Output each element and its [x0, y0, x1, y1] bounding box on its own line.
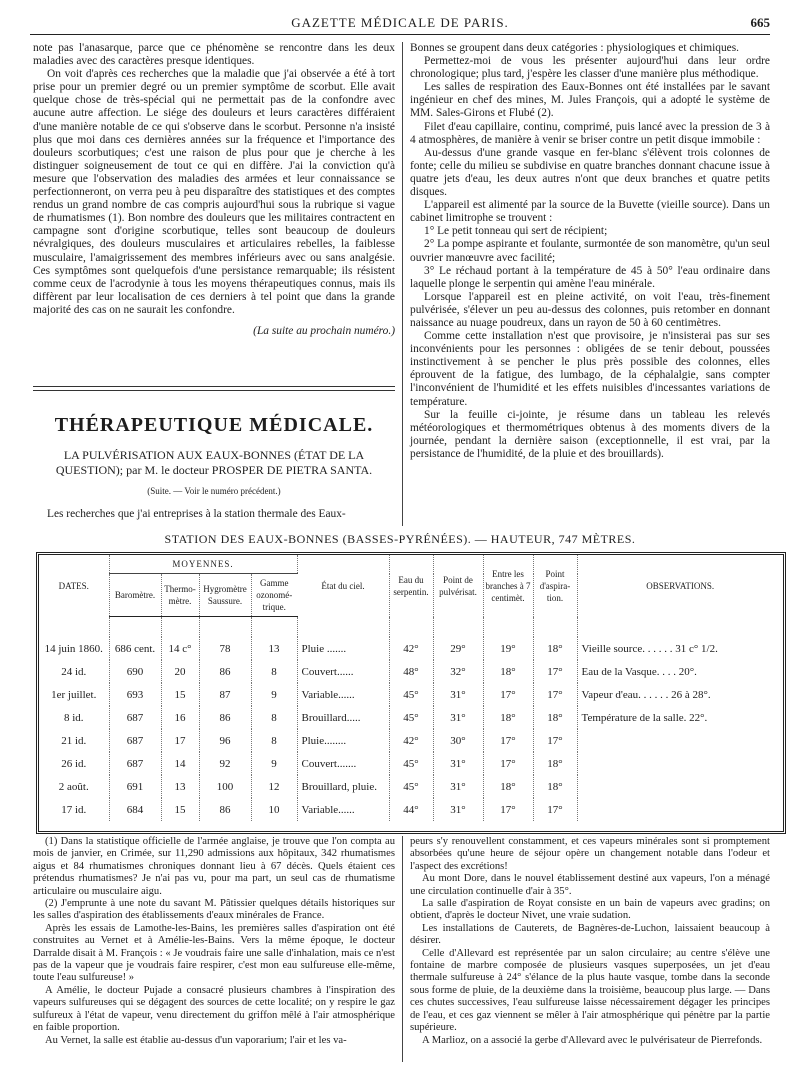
- cell-date: 2 août.: [39, 775, 109, 798]
- table-row: [39, 775, 783, 798]
- cell-entre: 19°: [483, 637, 533, 660]
- cell-observation: Vieille source. . . . . . 31 c° 1/2.: [581, 642, 718, 655]
- cell-hygrometre: 87: [199, 683, 251, 706]
- cell-gamme: 8: [251, 660, 297, 683]
- cell-aspiration: 17°: [533, 660, 577, 683]
- cell-gamme: 10: [251, 798, 297, 821]
- paragraph: Les salles de respiration des Eaux-Bonnes ont été installées par le savant ingénieur en chef des mines, M. Jules François, qui a adopté le système de MM. Sales-Girons et Flubé (2).: [410, 81, 770, 120]
- paragraph: 3° Le réchaud portant à la température de 45 à 50° l'eau ordinaire dans laquelle plonge le serpentin qui amène l'eau minérale.: [410, 264, 770, 290]
- journal-title: GAZETTE MÉDICALE DE PARIS.: [291, 15, 509, 30]
- cell-eau: 44°: [389, 798, 433, 821]
- cell-hygrometre: 96: [199, 729, 251, 752]
- cell-point: 30°: [433, 729, 483, 752]
- table-row: [39, 706, 783, 729]
- cell-gamme: 12: [251, 775, 297, 798]
- cell-observation: [577, 752, 783, 775]
- cell-eau: 45°: [389, 706, 433, 729]
- col-aspiration: Point d'aspira-tion.: [533, 555, 577, 617]
- suite-next-note: (La suite au prochain numéro.): [253, 324, 395, 337]
- cell-barometre: 686 cent.: [109, 637, 161, 660]
- cell-hygrometre: 92: [199, 752, 251, 775]
- cell-hygrometre: 100: [199, 775, 251, 798]
- table-row: [39, 729, 783, 752]
- table-row: [39, 660, 783, 683]
- cell-ciel: Pluie .......: [297, 637, 389, 660]
- cell-aspiration: 17°: [533, 798, 577, 821]
- cell-aspiration: 17°: [533, 729, 577, 752]
- cell-entre: 18°: [483, 706, 533, 729]
- cell-hygrometre: 86: [199, 798, 251, 821]
- article-first-line: Les recherches que j'ai entreprises à la station thermale des Eaux-: [47, 508, 346, 520]
- footnote-paragraph: Au Vernet, la salle est établie au-dessus d'un vaporarium; l'air et les va-: [45, 1034, 347, 1046]
- paragraph: 1° Le petit tonneau qui sert de récipient;: [424, 225, 608, 238]
- footnotes-left: [33, 836, 395, 1047]
- paragraph: On voit d'après ces recherches que la maladie que j'ai observée a été à tort prise pour un premier degré ou un premier symptôme de scorbut. Elle avait quelque chose de très-spécial qui ne permettait pas de la confondre avec aucune autre affection. Le siége des douleurs et leurs caractères différaient d'une manière notable de ce qui s'observe dans le scorbut. Personne n'a insisté plus que moi dans ces dernières années sur la fréquence et l'importance des douleurs scorbutiques; c'est une raison de plus pour que je cherche à les distinguer soigneusement de tout ce qui en diffère. J'ai la conviction qu'à mesure que l'observation des maladies des armées et leur connaissance se perfectionneront, on verra peu à peu disparaître des statistiques et des comptes rendus un grand nombre de cas compris aujourd'hui sous la rubrique si vague de rhumatismes (1). Bon nombre des douleurs que les militaires contractent en campagne sont d'origine scorbutique, telles sont beaucoup de douleurs névralgiques, des douleurs musculaires et articulaires rebelles, la faiblesse musculaire, l'amaigrissement des membres inférieurs avec ou sans analgésie. Ces symptômes sont quelquefois d'une persistance remarquable; ils résistent comme ceux de l'acrodynie à tous les moyens thérapeutiques connus, mais ils diffèrent par leur localisation de ces derniers à tel point que dans la grande majorité des cas on ne saurait les confondre.: [33, 68, 395, 316]
- col-point: Point de pulvérisat.: [433, 555, 483, 617]
- paragraph: Lorsque l'appareil est en pleine activité, on voit l'eau, très-finement pulvérisée, s'élever un peu au-dessus des colonnes, puis retomber en donnant naissance au nuage poudreux, dans un rayon de 50 à 60 centimètres.: [410, 290, 770, 329]
- cell-thermometre: 15: [161, 798, 199, 821]
- cell-observation: [577, 729, 783, 752]
- cell-entre: 17°: [483, 683, 533, 706]
- cell-ciel: Couvert.......: [297, 752, 389, 775]
- cell-hygrometre: 86: [199, 660, 251, 683]
- cell-aspiration: 18°: [533, 637, 577, 660]
- col-ciel: État du ciel.: [297, 555, 389, 617]
- cell-point: 32°: [433, 660, 483, 683]
- cell-ciel: Brouillard.....: [297, 706, 389, 729]
- col-observations: OBSERVATIONS.: [646, 580, 715, 591]
- footnote-paragraph: Celle d'Allevard est représentée par un salon circulaire; au centre s'élève une fontaine de marbre composée de plusieurs vasques superposées, un jet d'eau thermale sulfureuse à 24° s'élance de la plus haute vasque, tombe dans la seconde sous forme de pluie, de la deuxième dans la troisième, beaucoup plus large. — Dans ces chutes successives, l'eau sulfureuse laisse nécessairement dégager les principes de l'eau, et ces gaz viennent se mêler à l'air atmosphérique qui pénètre par la partie supérieure.: [410, 947, 770, 1034]
- paragraph: Permettez-moi de vous les présenter aujourd'hui dans leur ordre chronologique; plus tard, j'espère les classer d'une manière plus méthodique.: [410, 55, 770, 81]
- cell-entre: 17°: [483, 752, 533, 775]
- page-header: [30, 14, 770, 35]
- footnote-paragraph: Au mont Dore, dans le nouvel établissement destiné aux vapeurs, l'on a ménagé une circulation continuelle d'air à 35°.: [410, 873, 770, 897]
- cell-thermometre: 17: [161, 729, 199, 752]
- left-column-top: [33, 42, 395, 338]
- cell-entre: 18°: [483, 660, 533, 683]
- footnote-paragraph: La salle d'aspiration de Royat consiste en un bain de vapeurs avec gradins; on obtient, d'après le docteur Nivet, une vraie sudation.: [410, 898, 770, 922]
- paragraph: Sur la feuille ci-jointe, je résume dans un tableau les relevés météorologiques et thermométriques obtenus à des moments divers de la journée, pendant la dernière saison (exceptionnelle, il est vrai, par la persistance de l'humidité, de la pluie et des brouillards).: [410, 408, 770, 460]
- cell-point: 31°: [433, 752, 483, 775]
- footnote-paragraph: A Marlioz, on a associé la gerbe d'Allevard avec le pulvérisateur de Pierrefonds.: [422, 1034, 763, 1046]
- paragraph: Au-dessus d'une grande vasque en fer-blanc s'élèvent trois colonnes de fonte; celle du milieu se subdivise en quatre branches donnant chacune issue à quatre jets d'eau, les deux autres n'ont que deux branches et quatre petits disques.: [410, 146, 770, 199]
- cell-thermometre: 16: [161, 706, 199, 729]
- cell-observation: Vapeur d'eau. . . . . . 26 à 28°.: [581, 688, 711, 701]
- cell-eau: 42°: [389, 637, 433, 660]
- cell-date: 17 id.: [39, 798, 109, 821]
- cell-hygrometre: 86: [199, 706, 251, 729]
- table-row: [39, 798, 783, 821]
- footnote-paragraph: peurs s'y renouvellent constamment, et ces vapeurs minérales sont si promptement absorbées qu'une heure de séjour opère un changement notable dans l'odeur et l'aspect des excrétions!: [410, 836, 770, 872]
- cell-thermometre: 20: [161, 660, 199, 683]
- cell-ciel: Variable......: [297, 798, 389, 821]
- cell-thermometre: 14: [161, 752, 199, 775]
- col-entre: Entre les branches à 7 centimèt.: [483, 555, 533, 617]
- cell-eau: 45°: [389, 683, 433, 706]
- col-group-moyennes: MOYENNES.: [109, 555, 297, 574]
- cell-ciel: Variable......: [297, 683, 389, 706]
- article-title: LA PULVÉRISATION AUX EAUX-BONNES (ÉTAT DE LA QUESTION); par M. le docteur PROSPER DE PIETRA SANTA.: [55, 448, 373, 477]
- right-column-top: [410, 42, 770, 461]
- separator-line: [33, 386, 395, 387]
- cell-barometre: 693: [109, 683, 161, 706]
- footnote-paragraph: (2) J'emprunte à une note du savant M. Pâtissier quelques détails historiques sur les salles d'aspiration des établissements d'eaux minérales de France.: [33, 898, 395, 922]
- cell-eau: 45°: [389, 752, 433, 775]
- cell-point: 31°: [433, 775, 483, 798]
- table-row: [39, 683, 783, 706]
- cell-barometre: 684: [109, 798, 161, 821]
- cell-barometre: 687: [109, 729, 161, 752]
- paragraph: Bonnes se groupent dans deux catégories : physiologiques et chimiques.: [410, 42, 739, 54]
- cell-point: 31°: [433, 706, 483, 729]
- cell-date: 21 id.: [39, 729, 109, 752]
- column-rule-top: [402, 42, 403, 526]
- footnote-paragraph: Les installations de Cauterets, de Bagnères-de-Luchon, laissaient beaucoup à désirer.: [410, 922, 770, 947]
- cell-eau: 42°: [389, 729, 433, 752]
- table-row: [39, 752, 783, 775]
- table-title: STATION DES EAUX-BONNES (BASSES-PYRÉNÉES). — HAUTEUR, 747 MÈTRES.: [164, 532, 636, 546]
- cell-point: 29°: [433, 637, 483, 660]
- cell-gamme: 8: [251, 729, 297, 752]
- page-number: 665: [750, 15, 770, 30]
- cell-entre: 17°: [483, 798, 533, 821]
- col-thermometre: Thermo-mètre.: [161, 574, 199, 617]
- footnotes-right: [410, 836, 770, 1047]
- table-row: [39, 637, 783, 660]
- col-barometre: Baromètre.: [109, 574, 161, 617]
- cell-barometre: 687: [109, 706, 161, 729]
- cell-ciel: Pluie........: [297, 729, 389, 752]
- footnote-paragraph: A Amélie, le docteur Pujade a consacré plusieurs chambres à l'inspiration des vapeurs sulfureuses qui se dégagent des sources de cette localité; on y respire le gaz sulfureux à l'état de vapeur, venu directement du griffon mêlé à l'air atmosphérique en faible proportion.: [33, 984, 395, 1034]
- meteo-table: [36, 552, 786, 834]
- cell-barometre: 690: [109, 660, 161, 683]
- col-eau: Eau du serpentin.: [389, 555, 433, 617]
- column-rule-bottom: [402, 836, 403, 1062]
- cell-observation: Température de la salle. 22°.: [581, 711, 708, 724]
- col-gamme: Gamme ozonomé-trique.: [251, 574, 297, 617]
- cell-point: 31°: [433, 683, 483, 706]
- cell-date: 1er juillet.: [39, 683, 109, 706]
- cell-date: 24 id.: [39, 660, 109, 683]
- col-hygrometre: Hygromètre Saussure.: [199, 574, 251, 617]
- paragraph: Filet d'eau capillaire, continu, comprimé, puis lancé avec la pression de 3 à 4 atmosphères, de manière à venir se briser contre un petit disque immobile :: [410, 120, 770, 146]
- cell-gamme: 9: [251, 683, 297, 706]
- cell-observation: [577, 798, 783, 821]
- cell-aspiration: 18°: [533, 775, 577, 798]
- article-suite-note: (Suite. — Voir le numéro précédent.): [147, 486, 281, 496]
- paragraph: note pas l'anasarque, parce que ce phénomène se rencontre dans les deux maladies avec des caractères presque identiques.: [33, 42, 395, 68]
- cell-point: 31°: [433, 798, 483, 821]
- cell-observation: [577, 775, 783, 798]
- cell-date: 8 id.: [39, 706, 109, 729]
- paragraph: Comme cette installation n'est que provisoire, je n'insisterai pas sur ses inconvénients pour les personnes : obligées de se tenir debout, poussées instinctivement à se pencher le plus près possible des colonnes, elles éprouvent de la fatigue, des lumbago, de la céphalalgie, sans compter l'inconvénient de l'humidité et les effets nuisibles d'incessantes variations de température.: [410, 330, 770, 408]
- cell-observation: Eau de la Vasque. . . . 20°.: [581, 665, 697, 678]
- cell-ciel: Brouillard, pluie.: [297, 775, 389, 798]
- cell-date: 14 juin 1860.: [39, 637, 109, 660]
- cell-eau: 45°: [389, 775, 433, 798]
- footnote-paragraph: Après les essais de Lamothe-les-Bains, les premières salles d'aspiration ont été construites au Vernet et à Amélie-les-Bains. Vers la même époque, le docteur Darralde disait à M. François : « Je voudrais faire une salle d'inhalation, mais ce n'est pas de la vapeur que je voudrais faire respirer, c'est mon eau sulfureuse elle-même, toute l'eau sulfureuse! »: [33, 922, 395, 984]
- cell-aspiration: 17°: [533, 683, 577, 706]
- cell-aspiration: 18°: [533, 752, 577, 775]
- separator-line: [33, 390, 395, 391]
- cell-ciel: Couvert......: [297, 660, 389, 683]
- cell-aspiration: 18°: [533, 706, 577, 729]
- cell-date: 26 id.: [39, 752, 109, 775]
- cell-gamme: 9: [251, 752, 297, 775]
- paragraph: L'appareil est alimenté par la source de la Buvette (vieille source). Dans un cabinet limitrophe se trouvent :: [410, 199, 770, 225]
- cell-entre: 17°: [483, 729, 533, 752]
- paragraph: 2° La pompe aspirante et foulante, surmontée de son manomètre, qu'un seul ouvrier manœuvre avec facilité;: [410, 238, 770, 264]
- cell-thermometre: 15: [161, 683, 199, 706]
- cell-thermometre: 14 c°: [161, 637, 199, 660]
- section-title: THÉRAPEUTIQUE MÉDICALE.: [54, 414, 374, 436]
- cell-gamme: 13: [251, 637, 297, 660]
- cell-thermometre: 13: [161, 775, 199, 798]
- footnote-paragraph: (1) Dans la statistique officielle de l'armée anglaise, je trouve que l'on compta au mois de janvier, en Crimée, sur 11,290 admissions aux hôpitaux, 342 rhumatismes aigus et 84 rhumatismes chroniques donnant lieu à 67 décès. Quels étaient ces prétendus rhumatismes? Je n'ai pas vu, pour ma part, un seul cas de rhumatisme articulaire ou musculaire aigu.: [33, 836, 395, 897]
- cell-barometre: 687: [109, 752, 161, 775]
- cell-barometre: 691: [109, 775, 161, 798]
- cell-eau: 48°: [389, 660, 433, 683]
- cell-hygrometre: 78: [199, 637, 251, 660]
- col-dates: DATES.: [39, 555, 109, 617]
- cell-gamme: 8: [251, 706, 297, 729]
- cell-entre: 18°: [483, 775, 533, 798]
